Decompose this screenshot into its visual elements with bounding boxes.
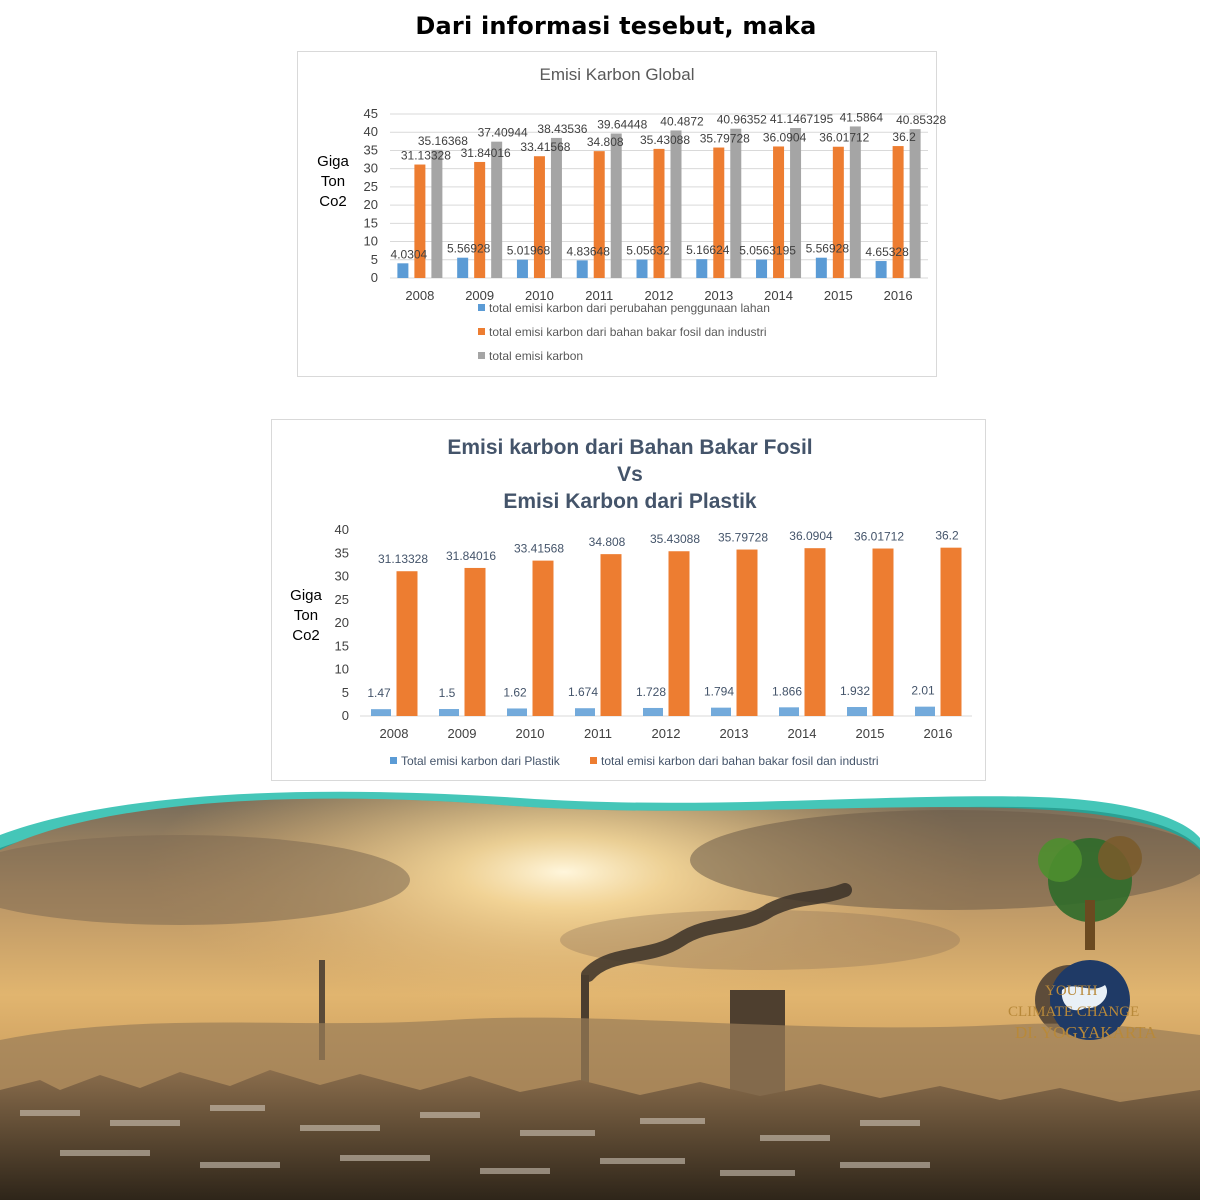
bar [876, 261, 887, 278]
data-label: 37.40944 [477, 125, 528, 140]
legend-label: total emisi karbon dari bahan bakar fosil dan industri [601, 754, 879, 768]
legend-label: total emisi karbon dari perubahan penggunaan lahan [489, 301, 770, 315]
bar [533, 561, 554, 716]
legend-swatch [478, 352, 485, 359]
y-tick-label: 0 [341, 708, 349, 723]
y-tick-label: 15 [363, 215, 378, 231]
bar [397, 571, 418, 716]
bar [491, 142, 502, 278]
data-label: 34.808 [588, 535, 626, 550]
bar [551, 138, 562, 278]
data-label: 1.728 [635, 684, 667, 699]
bar [756, 260, 767, 278]
bar [671, 130, 682, 278]
data-label: 5.0563195 [739, 243, 796, 258]
legend-swatch [590, 757, 597, 764]
data-label: 31.84016 [445, 548, 497, 563]
bar [773, 146, 784, 278]
x-tick-label: 2009 [447, 726, 477, 741]
x-tick-label: 2011 [584, 726, 612, 741]
bar [915, 707, 935, 716]
x-tick-label: 2010 [524, 288, 554, 303]
chart-title: Emisi Karbon Global [539, 65, 695, 84]
x-tick-label: 2008 [405, 288, 435, 303]
bar [507, 708, 527, 716]
city-smog-photo [0, 790, 1200, 1200]
svg-text:YOUTH: YOUTH [1045, 983, 1098, 999]
bar [833, 147, 844, 278]
bar [474, 162, 485, 278]
data-label: 1.62 [503, 685, 527, 700]
y-tick-label: 0 [370, 270, 378, 285]
data-label: 4.0304 [390, 247, 428, 262]
legend-label: total emisi karbon [489, 349, 584, 363]
data-label: 1.794 [703, 684, 735, 699]
x-tick-label: 2016 [883, 288, 913, 303]
bar [534, 156, 545, 278]
x-tick-label: 2014 [764, 288, 794, 303]
data-label: 36.2 [892, 130, 916, 145]
data-label: 36.0904 [789, 529, 833, 544]
data-label: 33.41568 [513, 541, 565, 556]
bar [575, 708, 595, 716]
y-tick-label: 20 [363, 197, 378, 213]
y-axis-title: Giga Ton Co2 [317, 153, 349, 210]
bar [910, 129, 921, 278]
bar [713, 148, 724, 278]
svg-text:CLIMATE CHANGE: CLIMATE CHANGE [1008, 1004, 1140, 1020]
data-label: 5.16624 [686, 243, 730, 258]
bar [465, 568, 486, 716]
y-tick-label: 30 [334, 568, 349, 584]
bar [805, 548, 826, 716]
bar [669, 551, 690, 716]
bar [737, 550, 758, 716]
y-tick-label: 35 [334, 545, 349, 561]
data-label: 31.84016 [460, 145, 511, 160]
bar [431, 150, 442, 278]
chart-title-line-1: Emisi karbon dari Bahan Bakar Fosil [447, 436, 813, 459]
bar [601, 554, 622, 716]
x-tick-label: 2012 [651, 726, 681, 741]
chart-title-line-3: Emisi Karbon dari Plastik [503, 490, 757, 513]
data-label: 1.866 [771, 684, 803, 699]
data-label: 1.674 [567, 685, 599, 700]
data-label: 36.01712 [853, 529, 905, 544]
x-tick-label: 2008 [379, 726, 409, 741]
x-tick-label: 2012 [644, 288, 674, 303]
page-title: Dari informasi tesebut, maka [415, 12, 817, 40]
x-tick-label: 2016 [923, 726, 953, 741]
y-tick-label: 40 [363, 124, 378, 140]
y-tick-label: 10 [363, 233, 378, 249]
data-label: 4.65328 [865, 245, 909, 260]
data-label: 41.1467195 [769, 112, 834, 127]
bar [696, 259, 707, 278]
legend-swatch [390, 757, 397, 764]
data-label: 36.0904 [762, 130, 807, 145]
bar [439, 709, 459, 716]
bar [577, 260, 588, 278]
y-tick-label: 35 [363, 142, 378, 158]
bar [873, 549, 894, 716]
legend-label: Total emisi karbon dari Plastik [401, 754, 560, 768]
legend-swatch [478, 328, 485, 335]
y-tick-label: 15 [334, 638, 349, 654]
data-label: 31.13328 [377, 552, 429, 567]
y-tick-label: 25 [334, 591, 349, 607]
x-tick-label: 2014 [787, 726, 817, 741]
data-label: 36.01712 [819, 130, 870, 145]
y-tick-label: 20 [334, 615, 349, 630]
y-tick-label: 5 [370, 251, 378, 267]
bar [847, 707, 867, 716]
bar [654, 149, 665, 278]
x-tick-label: 2015 [823, 288, 853, 303]
chart-global-emissions-svg [298, 52, 947, 376]
data-label: 41.5864 [839, 110, 884, 125]
chart-title-line-2: Vs [617, 463, 643, 486]
data-label: 35.16368 [417, 133, 468, 148]
bar [637, 260, 648, 278]
data-label: 5.05632 [626, 243, 670, 258]
y-tick-label: 5 [341, 684, 349, 700]
y-tick-label: 25 [363, 178, 378, 194]
x-tick-label: 2010 [515, 726, 545, 741]
data-label: 4.83648 [566, 244, 610, 259]
data-label: 5.56928 [805, 241, 850, 256]
data-label: 1.47 [367, 686, 391, 701]
x-tick-label: 2015 [855, 726, 885, 741]
y-tick-label: 10 [334, 661, 349, 677]
x-tick-label: 2013 [719, 726, 749, 741]
bar [850, 126, 861, 278]
data-label: 31.13328 [400, 148, 451, 163]
y-axis-title: Giga Ton Co2 [290, 587, 322, 644]
data-label: 2.01 [911, 683, 935, 698]
legend-swatch [478, 304, 485, 311]
data-label: 1.5 [438, 686, 456, 701]
bar [816, 258, 827, 278]
chart-fossil-vs-plastic [271, 419, 986, 781]
data-label: 39.64448 [597, 117, 648, 132]
y-tick-label: 40 [334, 522, 349, 537]
data-label: 36.2 [935, 528, 959, 543]
bar [643, 708, 663, 716]
data-label: 40.96352 [716, 112, 767, 127]
chart-global-emissions [297, 51, 947, 377]
bar [594, 151, 605, 278]
data-label: 33.41568 [520, 140, 571, 155]
chart-fossil-vs-plastic-svg [272, 420, 985, 780]
bar [457, 258, 468, 278]
data-label: 5.56928 [446, 241, 491, 256]
x-tick-label: 2013 [704, 288, 734, 303]
data-label: 1.932 [839, 684, 871, 699]
bar [371, 709, 391, 716]
data-label: 40.4872 [660, 114, 704, 129]
data-label: 35.43088 [649, 532, 701, 547]
y-tick-label: 45 [363, 106, 378, 121]
data-label: 35.79728 [717, 530, 769, 545]
data-label: 5.01968 [506, 243, 551, 258]
x-tick-label: 2011 [585, 288, 614, 303]
bar [611, 134, 622, 278]
data-label: 35.79728 [699, 131, 750, 146]
legend-label: total emisi karbon dari bahan bakar fosil dan industri [489, 325, 767, 339]
bar [779, 707, 799, 716]
data-label: 38.43536 [537, 121, 588, 136]
x-tick-label: 2009 [465, 288, 495, 303]
data-label: 35.43088 [639, 132, 691, 147]
bar [711, 708, 731, 716]
bar [517, 260, 528, 278]
data-label: 34.808 [586, 135, 624, 150]
svg-text:DI. YOGYAKARTA: DI. YOGYAKARTA [1015, 1023, 1157, 1042]
bar [397, 263, 408, 278]
bar [941, 548, 962, 716]
y-tick-label: 30 [363, 160, 378, 176]
data-label: 40.85328 [896, 113, 947, 128]
